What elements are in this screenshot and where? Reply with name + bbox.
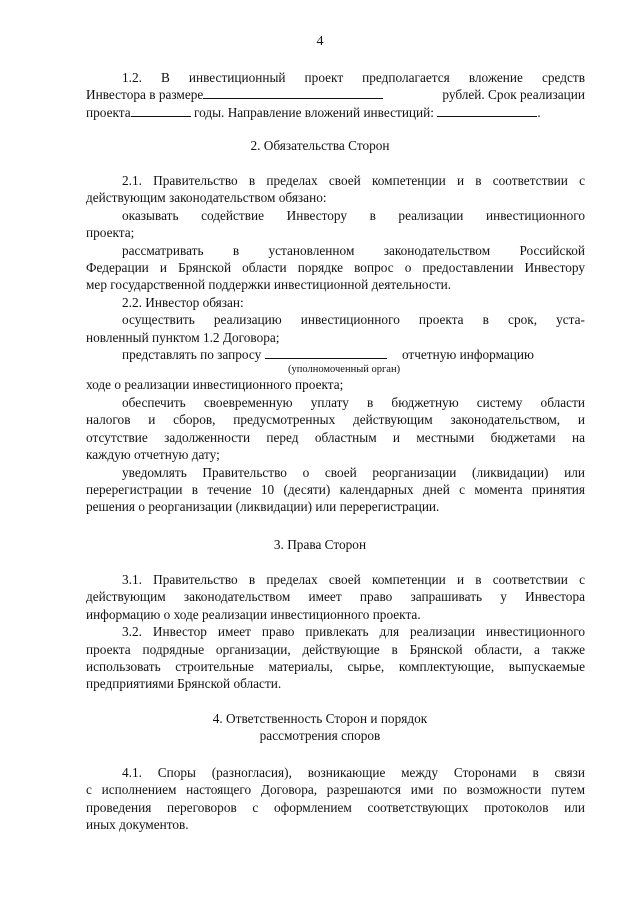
text-line: 4.1. Споры (разногласия), возникающие между Сторонами в связи bbox=[122, 765, 585, 780]
section-4-heading bbox=[0, 710, 640, 745]
text-line: иных документов. bbox=[86, 817, 189, 833]
text-line: рассматривать в установленном законодательством Российской bbox=[122, 242, 585, 258]
text-line: осуществить реализацию инвестиционного проекта в срок, уста- bbox=[122, 312, 585, 328]
section-3-body bbox=[86, 571, 585, 693]
text-fragment: Инвестора в размере bbox=[86, 87, 204, 103]
text-line: 3.2. Инвестор имеет право привлекать для реализации инвестиционного bbox=[122, 624, 585, 640]
text-line: проведения переговоров с оформлением соответствующих протоколов или bbox=[86, 799, 585, 815]
text-line: 3.1. Правительство в пределах своей компетенции и в соответствии с bbox=[122, 572, 585, 587]
text-fragment: отчетную информацию bbox=[401, 347, 534, 363]
section-3-heading: 3. Права Сторон bbox=[273, 537, 367, 552]
text-line: налогов и сборов, предусмотренных действующим законодательством, и bbox=[86, 412, 585, 428]
text-line: обеспечить своевременную уплату в бюджетную систему области bbox=[122, 394, 585, 410]
page-number: 4 bbox=[316, 34, 324, 49]
text-line: решения о реорганизации (ликвидации) или перерегистрации. bbox=[86, 499, 440, 515]
text-line: использовать строительные материалы, сырье, комплектующие, выпускаемые bbox=[86, 659, 585, 675]
text-line: с исполнением настоящего Договора, разрешаются ими по возможности путем bbox=[86, 782, 585, 798]
text-line: перерегистрации в течение 10 (десяти) календарных дней с момента принятия bbox=[86, 481, 585, 497]
text-line bbox=[86, 86, 585, 103]
text-fragment: рублей. Срок реализации bbox=[442, 87, 585, 103]
text-line bbox=[86, 104, 585, 121]
text-line: ходе о реализации инвестиционного проекта; bbox=[86, 377, 344, 393]
field-caption: (уполномоченный орган) bbox=[288, 364, 401, 376]
text-line: действующим законодательством обязано: bbox=[86, 190, 327, 206]
text-line: информацию о ходе реализации инвестиционного проекта. bbox=[86, 606, 421, 622]
section-2-body bbox=[86, 172, 585, 516]
blank-amount-field bbox=[203, 86, 383, 99]
heading-line: 4. Ответственность Сторон и порядок bbox=[212, 711, 428, 726]
text-line: предприятиями Брянской области. bbox=[86, 676, 282, 692]
blank-term-field bbox=[131, 104, 191, 117]
section-2-heading: 2. Обязательства Сторон bbox=[250, 138, 390, 153]
text-line: 1.2. В инвестиционный проект предполагается вложение средств bbox=[122, 70, 585, 85]
text-line: уведомлять Правительство о своей реорганизации (ликвидации) или bbox=[122, 464, 585, 480]
text-line: проекта; bbox=[86, 225, 135, 241]
text-line: 2.1. Правительство в пределах своей компетенции и в соответствии с bbox=[122, 173, 585, 188]
heading-line: рассмотрения споров bbox=[259, 728, 381, 744]
text-fragment: проекта bbox=[86, 104, 131, 120]
text-line: новленный пунктом 1.2 Договора; bbox=[86, 329, 280, 345]
text-line: каждую отчетную дату; bbox=[86, 447, 220, 463]
text-line: 2.2. Инвестор обязан: bbox=[122, 294, 244, 310]
text-line: проекта подрядные организации, действующие в Брянской области, а также bbox=[86, 641, 585, 657]
section-4-body bbox=[86, 764, 585, 834]
text-line: отсутствие задолженности перед областным и местными бюджетами на bbox=[86, 429, 585, 445]
blank-direction-field bbox=[437, 104, 537, 117]
blank-authority-field bbox=[265, 346, 387, 359]
text-line: действующим законодательством имеет право запрашивать у Инвестора bbox=[86, 589, 585, 605]
text-line bbox=[86, 346, 585, 363]
text-fragment: годы. Направление вложений инвестиций: bbox=[193, 104, 434, 120]
text-fragment: . bbox=[537, 104, 541, 120]
text-line: Федерации и Брянской области порядке вопрос о предоставлении Инвестору bbox=[86, 260, 585, 276]
text-line: оказывать содействие Инвестору в реализации инвестиционного bbox=[122, 207, 585, 223]
paragraph-1-2 bbox=[86, 69, 585, 121]
text-line: мер государственной поддержки инвестиционной деятельности. bbox=[86, 277, 452, 293]
text-fragment: представлять по запросу bbox=[122, 347, 262, 363]
